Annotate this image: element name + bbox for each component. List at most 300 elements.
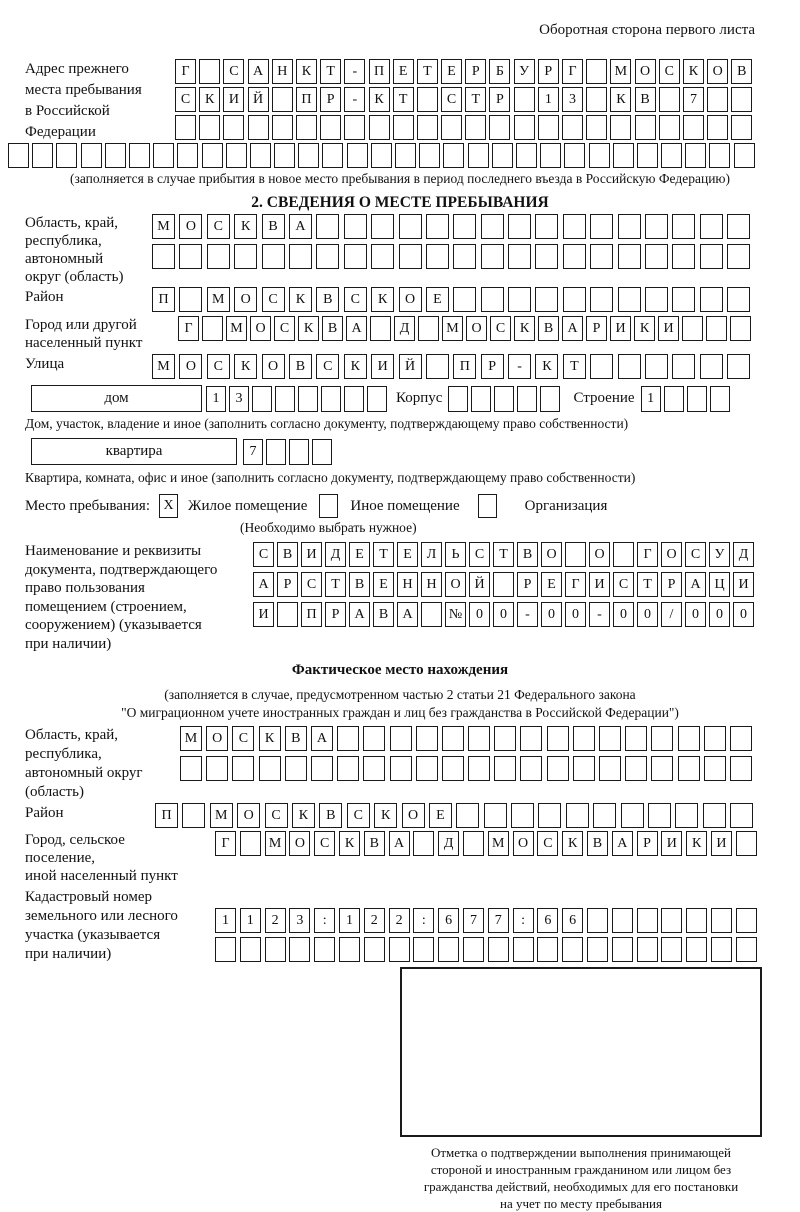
char-box[interactable] xyxy=(664,386,684,412)
char-box[interactable] xyxy=(648,803,671,828)
char-box[interactable]: 1 xyxy=(339,908,360,933)
char-box[interactable] xyxy=(593,803,616,828)
char-box[interactable]: 7 xyxy=(243,439,263,465)
char-box[interactable] xyxy=(81,143,102,168)
char-box[interactable]: Б xyxy=(489,59,510,84)
char-box[interactable] xyxy=(736,937,757,962)
char-box[interactable] xyxy=(730,316,751,341)
char-box[interactable] xyxy=(563,214,586,239)
char-box[interactable] xyxy=(179,244,202,269)
char-box[interactable]: В xyxy=(285,726,307,751)
char-box[interactable]: С xyxy=(659,59,680,84)
char-box[interactable]: Г xyxy=(637,542,658,567)
char-box[interactable] xyxy=(442,756,464,781)
char-box[interactable]: А xyxy=(685,572,706,597)
char-box[interactable]: Т xyxy=(320,59,341,84)
char-box[interactable] xyxy=(320,115,341,140)
char-box[interactable]: Й xyxy=(248,87,269,112)
char-box[interactable] xyxy=(586,115,607,140)
char-box[interactable] xyxy=(538,115,559,140)
char-box[interactable]: П xyxy=(296,87,317,112)
char-box[interactable]: Е xyxy=(397,542,418,567)
char-box[interactable]: И xyxy=(658,316,679,341)
char-box[interactable] xyxy=(390,726,412,751)
char-box[interactable]: № xyxy=(445,602,466,627)
char-box[interactable] xyxy=(508,287,531,312)
char-box[interactable] xyxy=(709,143,730,168)
char-box[interactable] xyxy=(441,115,462,140)
char-box[interactable]: В xyxy=(731,59,752,84)
char-box[interactable]: И xyxy=(711,831,732,856)
char-box[interactable]: А xyxy=(253,572,274,597)
char-box[interactable]: Е xyxy=(541,572,562,597)
char-box[interactable]: К xyxy=(259,726,281,751)
char-box[interactable] xyxy=(389,937,410,962)
char-box[interactable] xyxy=(700,214,723,239)
char-box[interactable]: Ь xyxy=(445,542,466,567)
char-box[interactable] xyxy=(537,937,558,962)
char-box[interactable] xyxy=(672,244,695,269)
char-box[interactable]: П xyxy=(453,354,476,379)
char-box[interactable] xyxy=(321,386,341,412)
char-box[interactable] xyxy=(232,756,254,781)
char-box[interactable] xyxy=(540,143,561,168)
char-box[interactable] xyxy=(661,908,682,933)
char-box[interactable] xyxy=(275,386,295,412)
char-box[interactable]: 3 xyxy=(562,87,583,112)
char-box[interactable] xyxy=(465,115,486,140)
char-box[interactable] xyxy=(202,316,223,341)
char-box[interactable] xyxy=(252,386,272,412)
char-box[interactable]: К xyxy=(634,316,655,341)
char-box[interactable] xyxy=(599,726,621,751)
char-box[interactable] xyxy=(635,115,656,140)
char-box[interactable] xyxy=(371,143,392,168)
char-box[interactable]: Р xyxy=(661,572,682,597)
char-box[interactable]: Е xyxy=(429,803,452,828)
char-box[interactable]: М xyxy=(210,803,233,828)
char-box[interactable]: Т xyxy=(417,59,438,84)
char-box[interactable]: К xyxy=(514,316,535,341)
char-box[interactable]: Р xyxy=(489,87,510,112)
char-box[interactable]: : xyxy=(413,908,434,933)
char-box[interactable]: К xyxy=(374,803,397,828)
char-box[interactable] xyxy=(438,937,459,962)
char-box[interactable] xyxy=(347,143,368,168)
char-box[interactable] xyxy=(240,831,261,856)
char-box[interactable] xyxy=(511,803,534,828)
char-box[interactable]: О xyxy=(445,572,466,597)
char-box[interactable]: В xyxy=(316,287,339,312)
char-box[interactable] xyxy=(618,287,641,312)
char-box[interactable] xyxy=(240,937,261,962)
char-box[interactable]: А xyxy=(311,726,333,751)
char-box[interactable]: К xyxy=(199,87,220,112)
char-box[interactable]: Ц xyxy=(709,572,730,597)
char-box[interactable]: Е xyxy=(373,572,394,597)
char-box[interactable] xyxy=(259,756,281,781)
char-box[interactable]: И xyxy=(223,87,244,112)
char-box[interactable]: 6 xyxy=(438,908,459,933)
char-box[interactable]: - xyxy=(589,602,610,627)
char-box[interactable] xyxy=(613,143,634,168)
char-box[interactable] xyxy=(177,143,198,168)
char-box[interactable] xyxy=(682,316,703,341)
char-box[interactable] xyxy=(683,115,704,140)
char-box[interactable]: Р xyxy=(277,572,298,597)
char-box[interactable] xyxy=(337,756,359,781)
char-box[interactable] xyxy=(587,937,608,962)
char-box[interactable] xyxy=(274,143,295,168)
char-box[interactable]: П xyxy=(301,602,322,627)
char-box[interactable]: Т xyxy=(373,542,394,567)
char-box[interactable]: В xyxy=(538,316,559,341)
char-box[interactable] xyxy=(711,908,732,933)
char-box[interactable] xyxy=(514,87,535,112)
char-box[interactable] xyxy=(661,143,682,168)
char-box[interactable]: О xyxy=(179,214,202,239)
char-box[interactable]: : xyxy=(513,908,534,933)
char-box[interactable]: : xyxy=(314,908,335,933)
char-box[interactable] xyxy=(453,214,476,239)
char-box[interactable]: О xyxy=(707,59,728,84)
char-box[interactable]: Д xyxy=(733,542,754,567)
char-box[interactable]: С xyxy=(175,87,196,112)
char-box[interactable]: А xyxy=(349,602,370,627)
char-box[interactable]: - xyxy=(344,87,365,112)
char-box[interactable]: С xyxy=(207,214,230,239)
char-box[interactable] xyxy=(215,937,236,962)
char-box[interactable] xyxy=(262,244,285,269)
char-box[interactable] xyxy=(344,115,365,140)
char-box[interactable]: Т xyxy=(465,87,486,112)
char-box[interactable]: В xyxy=(319,803,342,828)
char-box[interactable] xyxy=(289,937,310,962)
char-box[interactable] xyxy=(393,115,414,140)
char-box[interactable] xyxy=(417,115,438,140)
char-box[interactable] xyxy=(312,439,332,465)
char-box[interactable]: С xyxy=(265,803,288,828)
char-box[interactable]: Й xyxy=(399,354,422,379)
char-box[interactable]: И xyxy=(371,354,394,379)
char-box[interactable]: М xyxy=(152,214,175,239)
char-box[interactable]: П xyxy=(369,59,390,84)
char-box[interactable] xyxy=(659,87,680,112)
char-box[interactable] xyxy=(730,726,752,751)
char-box[interactable]: - xyxy=(517,602,538,627)
char-box[interactable] xyxy=(285,756,307,781)
char-box[interactable]: К xyxy=(683,59,704,84)
char-box[interactable]: 0 xyxy=(541,602,562,627)
char-box[interactable] xyxy=(661,937,682,962)
char-box[interactable]: С xyxy=(344,287,367,312)
char-box[interactable] xyxy=(704,726,726,751)
char-box[interactable]: С xyxy=(262,287,285,312)
char-box[interactable] xyxy=(344,214,367,239)
char-box[interactable] xyxy=(223,115,244,140)
char-box[interactable] xyxy=(672,214,695,239)
char-box[interactable] xyxy=(736,908,757,933)
char-box[interactable]: В xyxy=(635,87,656,112)
char-box[interactable]: Т xyxy=(637,572,658,597)
char-box[interactable] xyxy=(599,756,621,781)
char-box[interactable] xyxy=(266,439,286,465)
char-box[interactable]: Г xyxy=(215,831,236,856)
char-box[interactable] xyxy=(153,143,174,168)
char-box[interactable]: К xyxy=(686,831,707,856)
char-box[interactable] xyxy=(199,115,220,140)
char-box[interactable]: М xyxy=(180,726,202,751)
char-box[interactable] xyxy=(565,542,586,567)
char-box[interactable]: В xyxy=(277,542,298,567)
char-box[interactable] xyxy=(226,143,247,168)
char-box[interactable] xyxy=(637,143,658,168)
char-box[interactable] xyxy=(488,937,509,962)
char-box[interactable] xyxy=(618,354,641,379)
char-box[interactable]: В xyxy=(349,572,370,597)
char-box[interactable] xyxy=(481,214,504,239)
char-box[interactable]: 2 xyxy=(265,908,286,933)
char-box[interactable]: С xyxy=(314,831,335,856)
char-box[interactable] xyxy=(413,831,434,856)
char-box[interactable] xyxy=(367,386,387,412)
char-box[interactable]: Р xyxy=(517,572,538,597)
char-box[interactable]: С xyxy=(613,572,634,597)
char-box[interactable]: М xyxy=(610,59,631,84)
char-box[interactable]: 3 xyxy=(289,908,310,933)
char-box[interactable] xyxy=(700,244,723,269)
char-box[interactable] xyxy=(672,287,695,312)
char-box[interactable]: К xyxy=(289,287,312,312)
char-box[interactable]: М xyxy=(488,831,509,856)
char-box[interactable] xyxy=(289,439,309,465)
char-box[interactable] xyxy=(248,115,269,140)
char-box[interactable] xyxy=(492,143,513,168)
char-box[interactable] xyxy=(727,287,750,312)
char-box[interactable] xyxy=(481,287,504,312)
char-box[interactable] xyxy=(610,115,631,140)
char-box[interactable] xyxy=(618,214,641,239)
char-box[interactable]: О xyxy=(589,542,610,567)
char-box[interactable]: 1 xyxy=(538,87,559,112)
char-box[interactable] xyxy=(314,937,335,962)
char-box[interactable] xyxy=(426,214,449,239)
char-box[interactable] xyxy=(419,143,440,168)
char-box[interactable]: Р xyxy=(325,602,346,627)
char-box[interactable]: М xyxy=(265,831,286,856)
char-box[interactable] xyxy=(390,756,412,781)
char-box[interactable]: О xyxy=(289,831,310,856)
char-box[interactable]: 2 xyxy=(364,908,385,933)
char-box[interactable]: 0 xyxy=(709,602,730,627)
char-box[interactable]: С xyxy=(301,572,322,597)
char-box[interactable] xyxy=(453,244,476,269)
char-box[interactable] xyxy=(8,143,29,168)
char-box[interactable] xyxy=(426,354,449,379)
char-box[interactable]: О xyxy=(541,542,562,567)
char-box[interactable]: С xyxy=(441,87,462,112)
char-box[interactable] xyxy=(418,316,439,341)
char-box[interactable] xyxy=(481,244,504,269)
char-box[interactable]: В xyxy=(289,354,312,379)
char-box[interactable]: К xyxy=(610,87,631,112)
char-box[interactable]: Е xyxy=(349,542,370,567)
char-box[interactable]: Р xyxy=(586,316,607,341)
char-box[interactable]: С xyxy=(347,803,370,828)
char-box[interactable]: Г xyxy=(562,59,583,84)
char-box[interactable] xyxy=(296,115,317,140)
char-box[interactable]: А xyxy=(397,602,418,627)
char-box[interactable] xyxy=(371,214,394,239)
char-box[interactable] xyxy=(371,244,394,269)
char-box[interactable] xyxy=(468,756,490,781)
char-box[interactable] xyxy=(344,244,367,269)
char-box[interactable] xyxy=(272,87,293,112)
char-box[interactable]: И xyxy=(301,542,322,567)
char-box[interactable] xyxy=(621,803,644,828)
char-box[interactable]: Н xyxy=(397,572,418,597)
char-box[interactable] xyxy=(637,908,658,933)
char-box[interactable] xyxy=(566,803,589,828)
char-box[interactable] xyxy=(612,908,633,933)
char-box[interactable]: / xyxy=(661,602,682,627)
char-box[interactable]: С xyxy=(274,316,295,341)
char-box[interactable] xyxy=(311,756,333,781)
char-box[interactable] xyxy=(199,59,220,84)
char-box[interactable] xyxy=(563,287,586,312)
char-box[interactable]: Д xyxy=(325,542,346,567)
char-box[interactable] xyxy=(547,756,569,781)
char-box[interactable] xyxy=(727,244,750,269)
char-box[interactable] xyxy=(520,756,542,781)
char-box[interactable] xyxy=(520,726,542,751)
char-box[interactable]: А xyxy=(248,59,269,84)
char-box[interactable]: Г xyxy=(565,572,586,597)
char-box[interactable] xyxy=(416,756,438,781)
char-box[interactable] xyxy=(463,831,484,856)
char-box[interactable]: С xyxy=(207,354,230,379)
char-box[interactable]: 1 xyxy=(641,386,661,412)
char-box[interactable] xyxy=(337,726,359,751)
char-box[interactable]: И xyxy=(610,316,631,341)
char-box[interactable] xyxy=(471,386,491,412)
char-box[interactable]: С xyxy=(223,59,244,84)
char-box[interactable]: 2 xyxy=(389,908,410,933)
char-box[interactable]: 0 xyxy=(685,602,706,627)
char-box[interactable]: Д xyxy=(438,831,459,856)
char-box[interactable] xyxy=(586,59,607,84)
char-box[interactable]: К xyxy=(562,831,583,856)
char-box[interactable]: 0 xyxy=(613,602,634,627)
checkbox-other-premises[interactable] xyxy=(319,494,338,518)
char-box[interactable]: О xyxy=(250,316,271,341)
char-box[interactable]: 1 xyxy=(215,908,236,933)
char-box[interactable] xyxy=(547,726,569,751)
char-box[interactable] xyxy=(703,803,726,828)
char-box[interactable] xyxy=(586,87,607,112)
char-box[interactable]: С xyxy=(232,726,254,751)
char-box[interactable] xyxy=(514,115,535,140)
char-box[interactable] xyxy=(468,143,489,168)
char-box[interactable]: М xyxy=(207,287,230,312)
char-box[interactable] xyxy=(707,115,728,140)
char-box[interactable]: П xyxy=(152,287,175,312)
char-box[interactable] xyxy=(421,602,442,627)
char-box[interactable] xyxy=(625,756,647,781)
char-box[interactable] xyxy=(513,937,534,962)
char-box[interactable]: К xyxy=(339,831,360,856)
char-box[interactable] xyxy=(442,726,464,751)
char-box[interactable]: Р xyxy=(465,59,486,84)
char-box[interactable]: С xyxy=(469,542,490,567)
char-box[interactable]: О xyxy=(513,831,534,856)
char-box[interactable] xyxy=(706,316,727,341)
char-box[interactable] xyxy=(175,115,196,140)
char-box[interactable]: Н xyxy=(272,59,293,84)
char-box[interactable]: П xyxy=(155,803,178,828)
char-box[interactable] xyxy=(730,756,752,781)
char-box[interactable] xyxy=(250,143,271,168)
char-box[interactable] xyxy=(493,572,514,597)
char-box[interactable] xyxy=(298,143,319,168)
char-box[interactable]: О xyxy=(399,287,422,312)
char-box[interactable]: О xyxy=(402,803,425,828)
char-box[interactable] xyxy=(272,115,293,140)
char-box[interactable]: В xyxy=(322,316,343,341)
char-box[interactable] xyxy=(508,214,531,239)
char-box[interactable] xyxy=(645,354,668,379)
char-box[interactable]: К xyxy=(234,354,257,379)
char-box[interactable]: 0 xyxy=(493,602,514,627)
char-box[interactable]: Е xyxy=(441,59,462,84)
char-box[interactable] xyxy=(289,244,312,269)
char-box[interactable] xyxy=(734,143,755,168)
char-box[interactable]: 0 xyxy=(469,602,490,627)
char-box[interactable] xyxy=(316,244,339,269)
char-box[interactable] xyxy=(625,726,647,751)
char-box[interactable] xyxy=(56,143,77,168)
char-box[interactable]: 1 xyxy=(240,908,261,933)
char-box[interactable] xyxy=(590,244,613,269)
char-box[interactable]: 0 xyxy=(733,602,754,627)
char-box[interactable]: О xyxy=(237,803,260,828)
char-box[interactable]: К xyxy=(369,87,390,112)
char-box[interactable] xyxy=(589,143,610,168)
char-box[interactable]: К xyxy=(344,354,367,379)
char-box[interactable]: В xyxy=(364,831,385,856)
char-box[interactable]: Р xyxy=(637,831,658,856)
char-box[interactable]: У xyxy=(709,542,730,567)
char-box[interactable]: Н xyxy=(421,572,442,597)
char-box[interactable]: О xyxy=(466,316,487,341)
char-box[interactable]: Л xyxy=(421,542,442,567)
char-box[interactable]: О xyxy=(262,354,285,379)
char-box[interactable]: М xyxy=(226,316,247,341)
char-box[interactable] xyxy=(413,937,434,962)
char-box[interactable] xyxy=(618,244,641,269)
char-box[interactable] xyxy=(399,244,422,269)
char-box[interactable]: И xyxy=(661,831,682,856)
char-box[interactable]: В xyxy=(373,602,394,627)
char-box[interactable]: 7 xyxy=(488,908,509,933)
char-box[interactable] xyxy=(453,287,476,312)
char-box[interactable] xyxy=(417,87,438,112)
char-box[interactable]: С xyxy=(253,542,274,567)
char-box[interactable]: С xyxy=(537,831,558,856)
char-box[interactable] xyxy=(322,143,343,168)
char-box[interactable] xyxy=(456,803,479,828)
char-box[interactable] xyxy=(364,937,385,962)
